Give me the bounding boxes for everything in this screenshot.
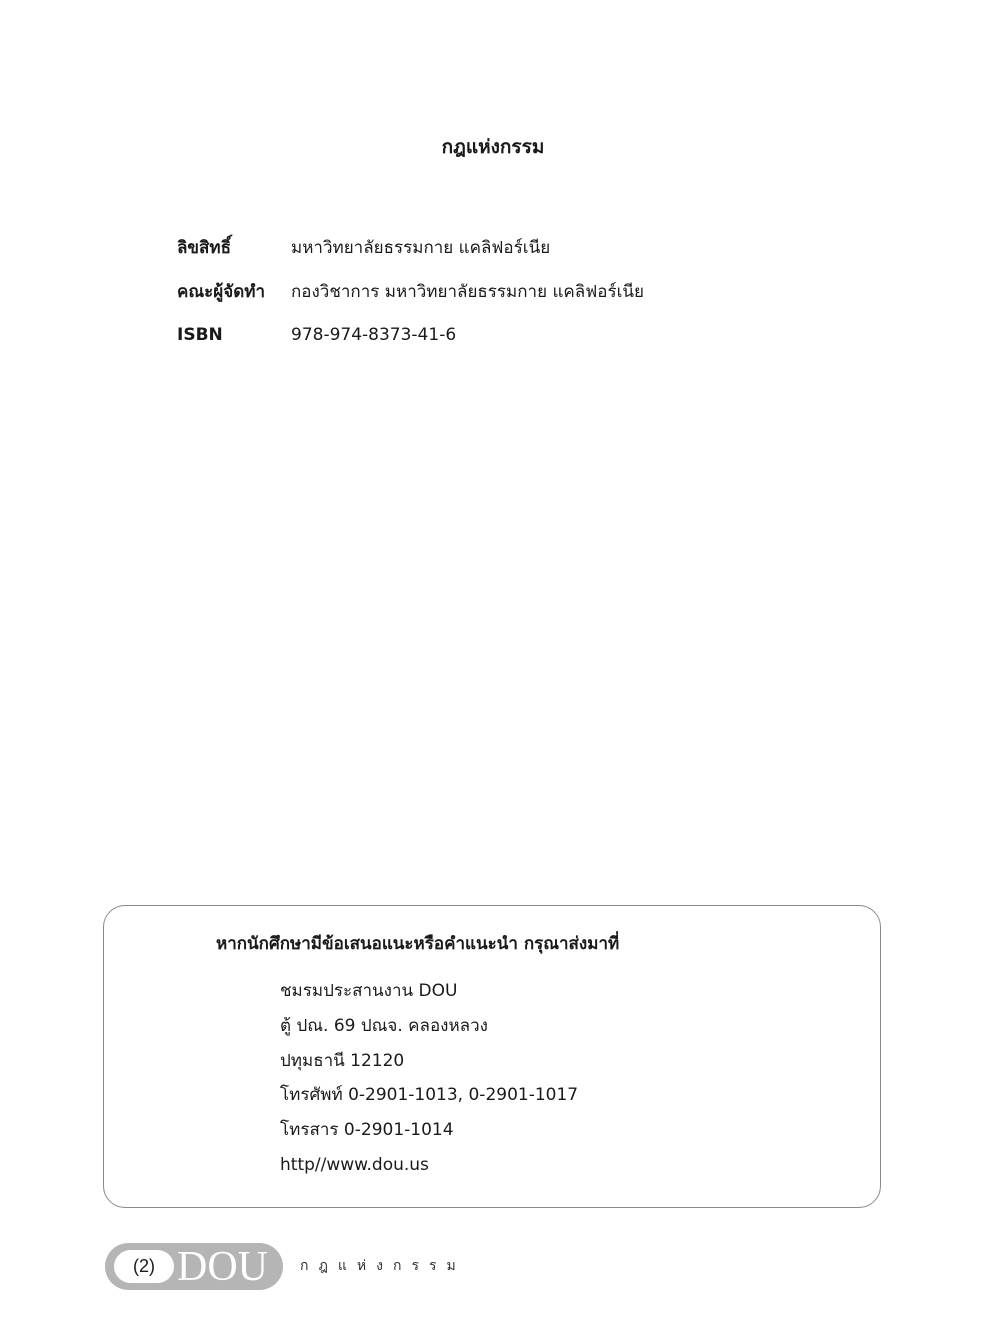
footer-badge: [105, 1243, 283, 1290]
info-value: มหาวิทยาลัยธรรมกาย แคลิฟอร์เนีย: [291, 237, 551, 258]
contact-po-box: ตู้ ปณ. 69 ปณจ. คลองหลวง: [280, 1015, 488, 1036]
contact-phone: โทรศัพท์ 0-2901-1013, 0-2901-1017: [280, 1085, 579, 1106]
info-value: กองวิชาการ มหาวิทยาลัยธรรมกาย แคลิฟอร์เนีย: [291, 281, 644, 302]
contact-address: [280, 974, 578, 1183]
dou-logo: DOU: [177, 1244, 268, 1290]
running-title: กฎแห่งกรรม: [300, 1258, 466, 1274]
info-row-copyright: [177, 225, 877, 269]
info-row-authors: [177, 269, 877, 313]
info-value: 978-974-8373-41-6: [291, 325, 457, 345]
contact-box: [103, 905, 881, 1208]
info-label: ลิขสิทธิ์: [177, 237, 231, 258]
contact-fax: โทรสาร 0-2901-1014: [280, 1120, 454, 1141]
info-row-isbn: [177, 313, 877, 357]
contact-organization: ชมรมประสานงาน DOU: [280, 981, 458, 1001]
contact-website: http//www.dou.us: [280, 1154, 429, 1175]
contact-heading: หากนักศึกษามีข้อเสนอแนะหรือคำแนะนำ กรุณาส่งมาที่: [216, 934, 620, 954]
page-number: (2): [114, 1250, 174, 1283]
contact-province: ปทุมธานี 12120: [280, 1050, 405, 1071]
info-label: ISBN: [177, 325, 223, 345]
info-label: คณะผู้จัดทำ: [177, 281, 265, 302]
copyright-info: [177, 225, 877, 357]
page-title: กฎแห่งกรรม: [441, 136, 545, 158]
